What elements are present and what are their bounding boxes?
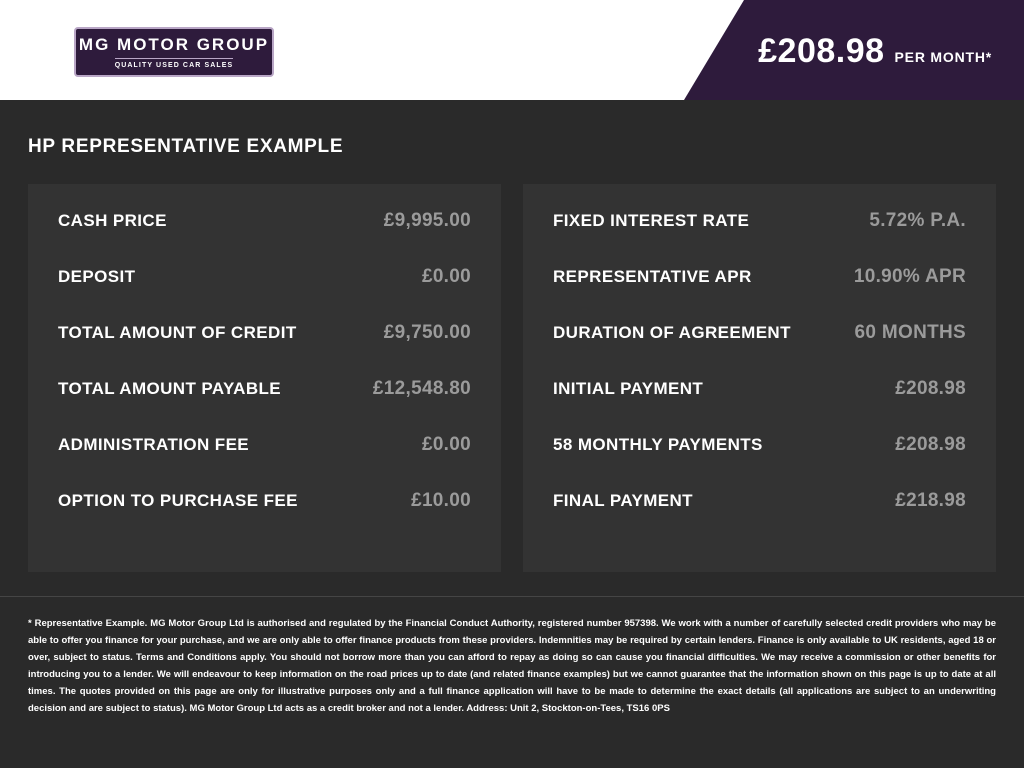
- row-value: £218.98: [895, 490, 966, 511]
- row-value: £0.00: [421, 266, 471, 287]
- row-label: FIXED INTEREST RATE: [553, 211, 750, 230]
- page-title: HP REPRESENTATIVE EXAMPLE: [28, 136, 344, 157]
- row-value: £208.98: [895, 378, 966, 399]
- row-value: £10.00: [411, 490, 471, 511]
- table-row: [58, 322, 471, 378]
- row-value: 5.72% P.A.: [869, 210, 966, 231]
- table-row: [58, 266, 471, 322]
- row-label: CASH PRICE: [58, 211, 167, 230]
- price-amount: £208.98: [758, 32, 885, 70]
- row-value: £9,750.00: [383, 322, 471, 343]
- row-label: OPTION TO PURCHASE FEE: [58, 491, 298, 510]
- row-value: 60 MONTHS: [854, 322, 966, 343]
- row-label: ADMINISTRATION FEE: [58, 435, 250, 454]
- row-label: FINAL PAYMENT: [553, 491, 693, 510]
- table-row: [58, 434, 471, 490]
- finance-panel-right: [523, 184, 996, 572]
- row-value: 10.90% APR: [853, 266, 966, 287]
- table-row: [553, 322, 966, 378]
- row-label: DEPOSIT: [58, 267, 136, 286]
- row-value: £208.98: [895, 434, 966, 455]
- table-row: [553, 490, 966, 546]
- row-label: 58 MONTHLY PAYMENTS: [553, 435, 763, 454]
- row-value: £0.00: [421, 434, 471, 455]
- table-row: [58, 378, 471, 434]
- table-row: [553, 434, 966, 490]
- page-body: [0, 100, 1024, 768]
- row-label: DURATION OF AGREEMENT: [553, 323, 791, 342]
- row-label: TOTAL AMOUNT OF CREDIT: [58, 323, 297, 342]
- table-row: [58, 490, 471, 546]
- row-label: INITIAL PAYMENT: [553, 379, 704, 398]
- company-logo: [74, 27, 274, 77]
- table-row: [553, 210, 966, 266]
- table-row: [553, 378, 966, 434]
- page-header: [0, 0, 1024, 100]
- price-period: PER MONTH*: [894, 49, 992, 65]
- table-row: [553, 266, 966, 322]
- logo-subtitle: QUALITY USED CAR SALES: [115, 58, 234, 69]
- row-label: REPRESENTATIVE APR: [553, 267, 752, 286]
- monthly-price: [758, 32, 992, 71]
- finance-panel-left: [28, 184, 501, 572]
- row-value: £9,995.00: [383, 210, 471, 231]
- disclaimer-text: * Representative Example. MG Motor Group Ltd is authorised and regulated by the Financial Conduct Authority, registered number 957398. We work with a number of carefully selected credit providers who may be able to offer you finance for your purchase, and we are only able to offer finance products from these providers. Indemnities may be required by certain lenders. Finance is only available to UK residents, aged 18 or over, subject to status. Terms and Conditions apply. You should not borrow more than you can afford to repay as doing so can cause you financial difficulties. We may receive a commission or other benefits for introducing you to a lender. We will endeavour to keep information on the road prices up to date (and related finance examples) but we cannot guarantee that the information shown on this page is up to date at all times. The quotes provided on this page are only for illustrative purposes only and a full finance application will have to be made to determine the exact details (all applications are subject to an underwriting decision and are subject to status). MG Motor Group Ltd acts as a credit broker and not a lender. Address: Unit 2, Stockton-on-Tees, TS16 0PS: [28, 618, 996, 714]
- row-value: £12,548.80: [372, 378, 471, 399]
- row-label: TOTAL AMOUNT PAYABLE: [58, 379, 282, 398]
- finance-panels: [0, 158, 1024, 572]
- table-row: [58, 210, 471, 266]
- logo-title: MG MOTOR GROUP: [78, 34, 270, 54]
